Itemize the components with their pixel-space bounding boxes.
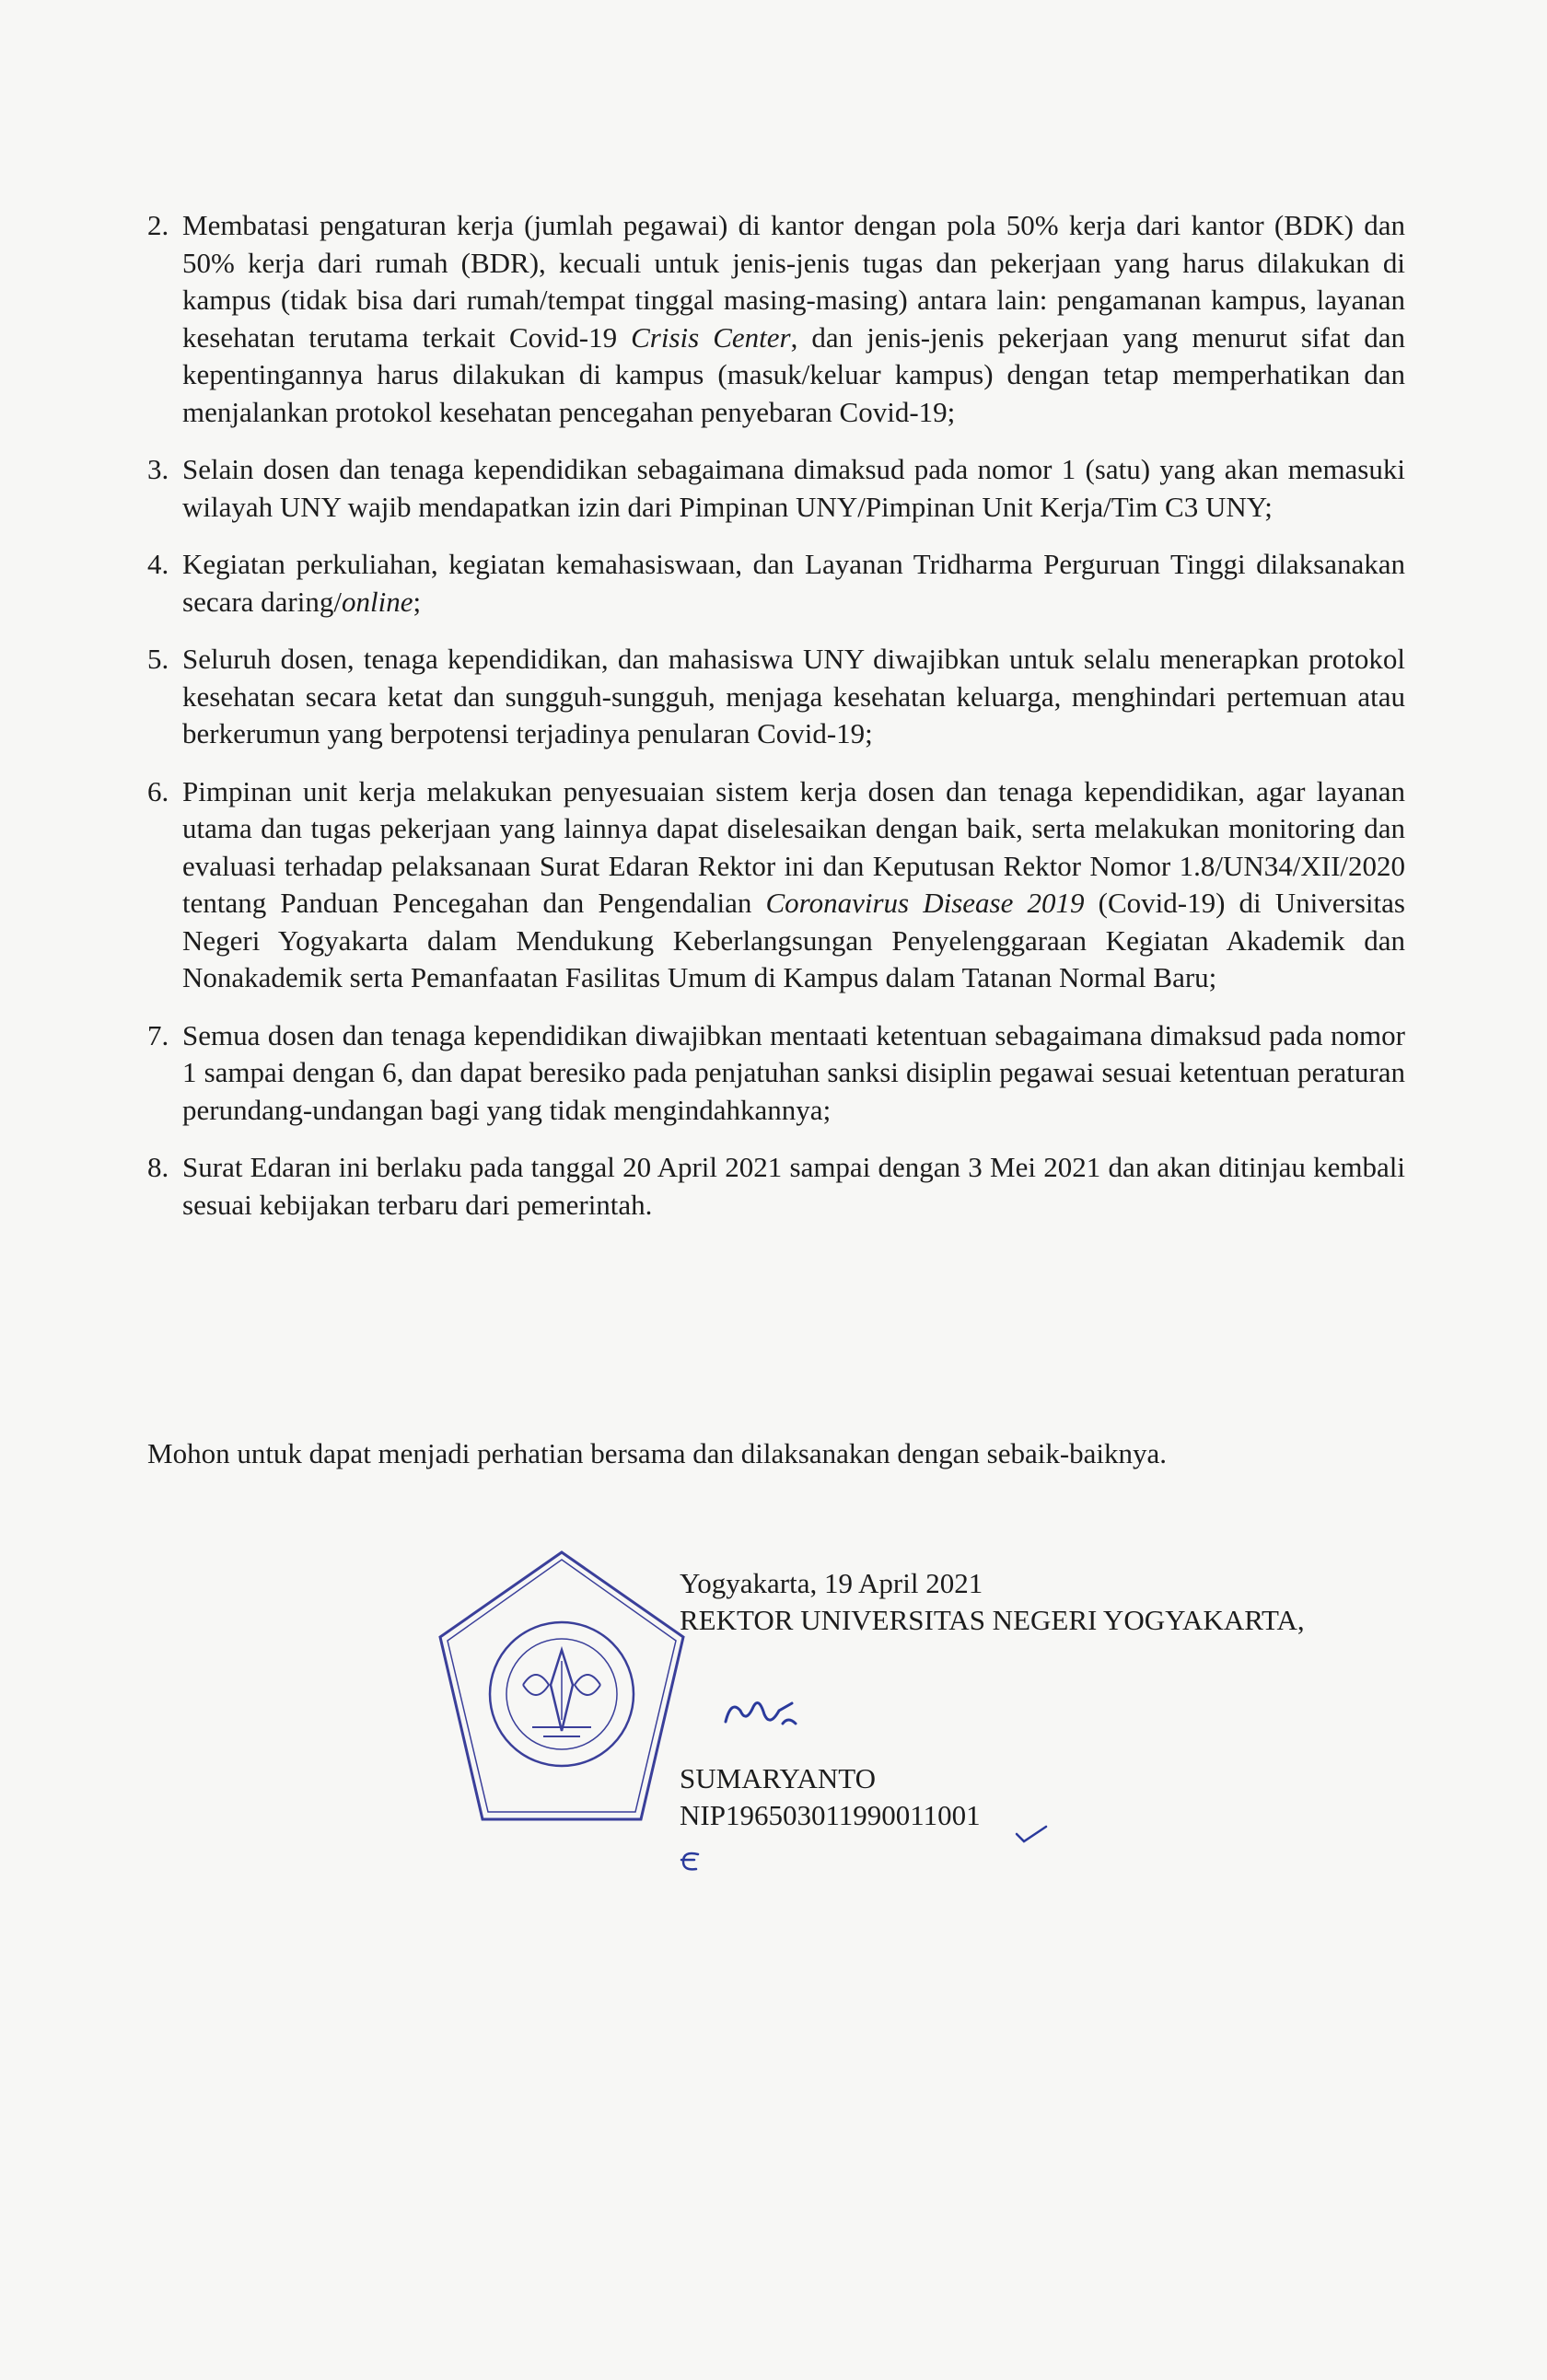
item-emphasis: Coronavirus Disease 2019 — [765, 887, 1085, 919]
item-emphasis: Crisis Center — [631, 320, 791, 354]
item-text-continued: , dan jenis-jenis pekerjaan yang menurut sifat dan kepentingannya harus dilakukan di kampus (masuk/keluar kampus) dengan tetap memperhatikan dan menjalankan protokol kesehatan pencegahan penyebaran Covid-19; — [182, 320, 1406, 428]
signature-block — [680, 1565, 1305, 1834]
item-text: Kegiatan perkuliahan, kegiatan kemahasiswaan, dan Layanan Tridharma Perguruan Tinggi dilaksanakan secara daring/ — [182, 548, 1405, 618]
signer-name: SUMARYANTO — [680, 1762, 877, 1794]
item-number: 3. — [147, 453, 169, 485]
list-item — [147, 451, 1405, 526]
initial-mark-icon — [676, 1847, 704, 1875]
item-number: 8. — [147, 1151, 169, 1183]
item-text: Surat Edaran ini berlaku pada tanggal 20 April 2021 sampai dengan 3 Mei 2021 dan akan ditinjau kembali sesuai kebijakan terbaru dari pemerintah. — [182, 1151, 1405, 1221]
item-number: 4. — [147, 548, 169, 580]
item-number: 5. — [147, 643, 169, 675]
item-text: Seluruh dosen, tenaga kependidikan, dan mahasiswa UNY diwajibkan untuk selalu menerapkan protokol kesehatan secara ketat dan sungguh-sungguh, menjaga kesehatan keluarga, menghindari pertemuan atau berkerumun yang berpotensi terjadinya penularan Covid-19; — [182, 643, 1405, 749]
item-text: Selain dosen dan tenaga kependidikan sebagaimana dimaksud pada nomor 1 (satu) yang akan memasuki wilayah UNY wajib mendapatkan izin dari Pimpinan UNY/Pimpinan Unit Kerja/Tim C3 UNY; — [182, 453, 1405, 523]
list-item — [147, 546, 1405, 621]
official-stamp-icon — [433, 1547, 691, 1843]
item-text-continued: (Covid-19) di Universitas Negeri Yogyakarta dalam Mendukung Keberlangsungan Penyelenggaraan Kegiatan Akademik dan Nonakademik serta Pemanfaatan Fasilitas Umum di Kampus dalam Tatanan Normal Baru; — [182, 887, 1405, 993]
list-item — [147, 1149, 1405, 1224]
item-text: Semua dosen dan tenaga kependidikan diwajibkan mentaati ketentuan sebagaimana dimaksud pada nomor 1 sampai dengan 6, dan dapat beresiko pada penjatuhan sanksi disiplin pegawai sesuai ketentuan peraturan perundang-undangan bagi yang tidak mengindahkannya; — [182, 1018, 1405, 1126]
closing-statement: Mohon untuk dapat menjadi perhatian bersama dan dilaksanakan dengan sebaik-baiknya. — [147, 1437, 1168, 1469]
list-item — [147, 641, 1405, 753]
item-number: 7. — [147, 1018, 169, 1051]
item-number: 6. — [147, 774, 169, 807]
item-emphasis: online — [341, 585, 413, 618]
list-item — [147, 773, 1405, 997]
item-number: 2. — [147, 209, 169, 241]
signer-nip: NIP196503011990011001 — [680, 1799, 981, 1831]
numbered-list — [147, 207, 1405, 1244]
list-item — [147, 207, 1405, 431]
item-text: Pimpinan unit kerja melakukan penyesuaian sistem kerja dosen dan tenaga kependidikan, agar layanan utama dan tugas pekerjaan yang lainnya dapat diselesaikan dengan baik, serta melakukan monitoring dan evaluasi terhadap pelaksanaan Surat Edaran Rektor ini dan Keputusan Rektor Nomor 1.8/UN34/XII/2020 tentang Panduan Pencegahan dan Pengendalian — [182, 774, 1405, 919]
place-date: Yogyakarta, 19 April 2021 — [680, 1567, 983, 1599]
list-item — [147, 1017, 1405, 1130]
item-text-continued: ; — [413, 585, 422, 618]
signer-position: REKTOR UNIVERSITAS NEGERI YOGYAKARTA, — [680, 1604, 1305, 1636]
item-text: Membatasi pengaturan kerja (jumlah pegawai) di kantor dengan pola 50% kerja dari kantor (BDK) dan 50% kerja dari rumah (BDR), kecuali untuk jenis-jenis tugas dan pekerjaan yang harus dilakukan di kampus (tidak bisa dari rumah/tempat tinggal masing-masing) antara lain: pengamanan kampus, layanan kesehatan terutama terkait Covid-19 — [182, 209, 1405, 354]
